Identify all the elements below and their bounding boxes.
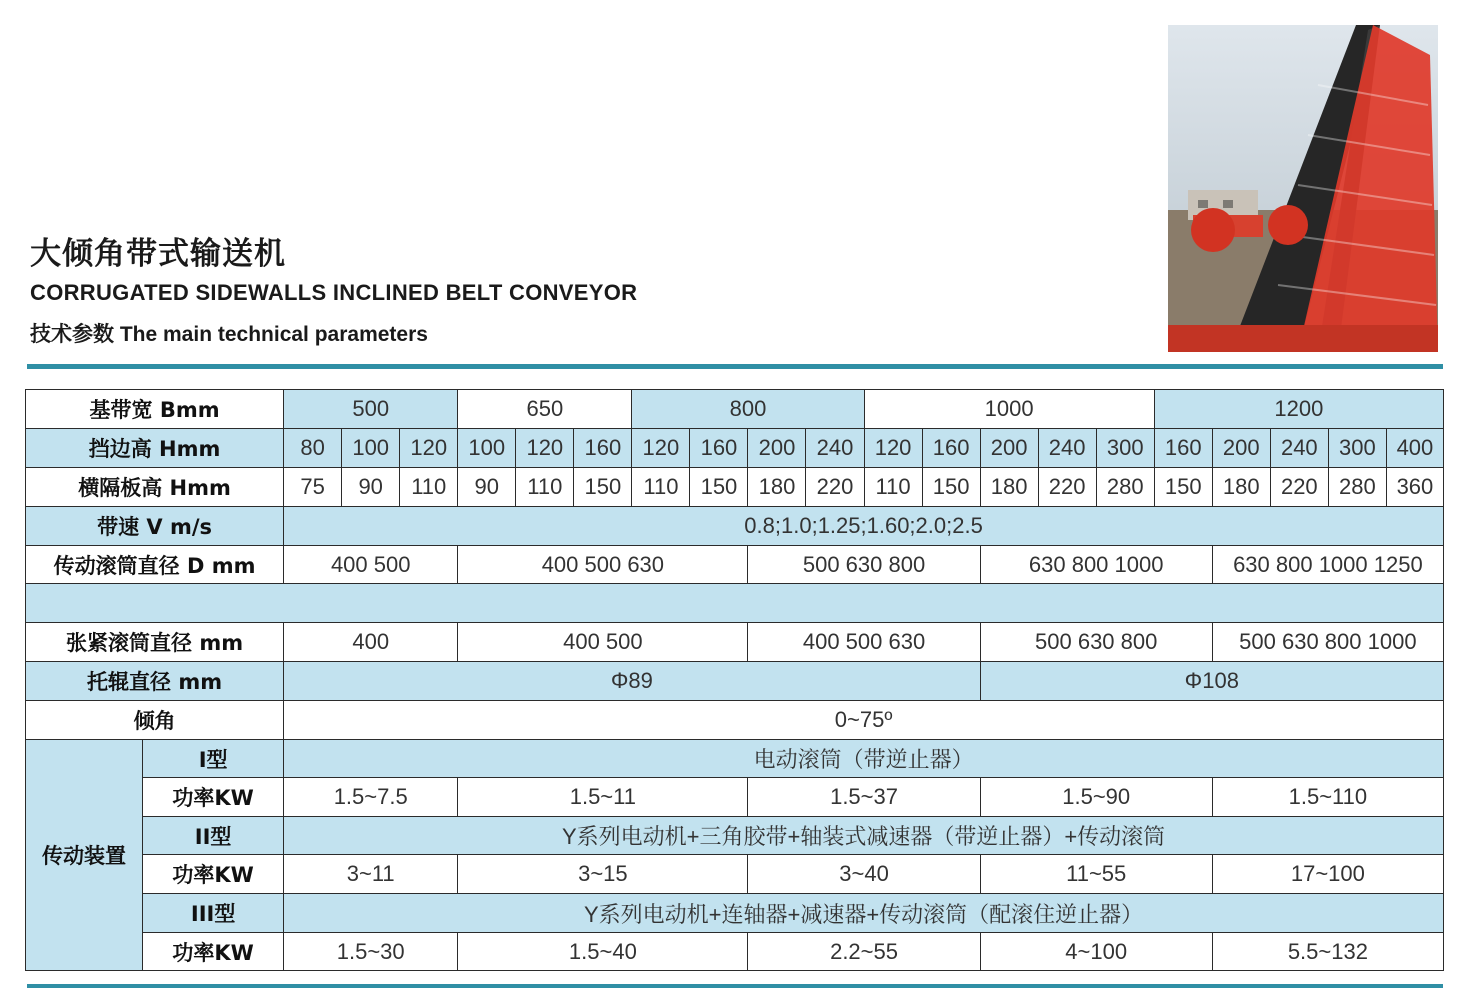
cleat-cell: 280 <box>1328 468 1386 507</box>
sidewall-cell: 200 <box>748 429 806 468</box>
sidewall-cell: 80 <box>284 429 342 468</box>
belt-width-cell: 800 <box>632 390 864 429</box>
power-cell: 3~15 <box>458 855 748 894</box>
label-drive-unit: 传动装置 <box>26 740 143 971</box>
sidewall-cell: 100 <box>342 429 400 468</box>
takeup-pulley-cell: 400 <box>284 623 458 662</box>
row-drive-type-3 <box>26 894 1444 933</box>
power-cell: 5.5~132 <box>1212 933 1443 971</box>
row-angle <box>26 701 1444 740</box>
sidewall-cell: 120 <box>400 429 458 468</box>
takeup-pulley-cell: 400 500 630 <box>748 623 980 662</box>
sidewall-cell: 160 <box>574 429 632 468</box>
sidewall-cell: 240 <box>1270 429 1328 468</box>
empty-band <box>26 584 1444 623</box>
label-type-2: II型 <box>143 817 284 855</box>
label-power-3: 功率KW <box>143 933 284 971</box>
type-2-value: Y系列电动机+三角胶带+轴装式减速器（带逆止器）+传动滚筒 <box>284 817 1444 855</box>
belt-width-cell: 500 <box>284 390 458 429</box>
takeup-pulley-cell: 400 500 <box>458 623 748 662</box>
power-cell: 2.2~55 <box>748 933 980 971</box>
label-type-1: I型 <box>143 740 284 778</box>
cleat-cell: 90 <box>458 468 516 507</box>
row-belt-speed <box>26 507 1444 546</box>
title-english: CORRUGATED SIDEWALLS INCLINED BELT CONVEYOR <box>30 280 638 305</box>
conveyor-photo <box>1168 25 1438 352</box>
sidewall-cell: 120 <box>632 429 690 468</box>
power-cell: 3~40 <box>748 855 980 894</box>
takeup-pulley-cell: 500 630 800 <box>980 623 1212 662</box>
sidewall-cell: 240 <box>1038 429 1096 468</box>
sidewall-cell: 200 <box>1212 429 1270 468</box>
row-drive-pulley <box>26 546 1444 584</box>
drive-pulley-cell: 630 800 1000 1250 <box>1212 546 1443 584</box>
cleat-cell: 220 <box>806 468 864 507</box>
power-cell: 17~100 <box>1212 855 1443 894</box>
belt-speed-value: 0.8;1.0;1.25;1.60;2.0;2.5 <box>284 507 1444 546</box>
sidewall-cell: 400 <box>1386 429 1443 468</box>
subtitle: 技术参数 The main technical parameters <box>30 323 428 346</box>
cleat-cell: 90 <box>342 468 400 507</box>
sidewall-cell: 200 <box>980 429 1038 468</box>
cleat-cell: 110 <box>400 468 458 507</box>
cleat-cell: 150 <box>922 468 980 507</box>
power-cell: 1.5~11 <box>458 778 748 817</box>
angle-value: 0~75º <box>284 701 1444 740</box>
label-cleat-height: 横隔板高 Hmm <box>26 468 284 507</box>
sidewall-cell: 160 <box>690 429 748 468</box>
power-cell: 1.5~40 <box>458 933 748 971</box>
sidewall-cell: 300 <box>1328 429 1386 468</box>
sidewall-cell: 240 <box>806 429 864 468</box>
bottom-divider <box>27 984 1443 988</box>
row-empty <box>26 584 1444 623</box>
idler-cell: Φ89 <box>284 662 980 701</box>
technical-parameters-table <box>25 389 1444 971</box>
label-drive-pulley: 传动滚筒直径 D mm <box>26 546 284 584</box>
drive-pulley-cell: 500 630 800 <box>748 546 980 584</box>
drive-pulley-cell: 400 500 630 <box>458 546 748 584</box>
type-1-value: 电动滚筒（带逆止器） <box>284 740 1444 778</box>
cleat-cell: 220 <box>1270 468 1328 507</box>
row-power-3 <box>26 933 1444 971</box>
label-sidewall-height: 挡边高 Hmm <box>26 429 284 468</box>
power-cell: 1.5~90 <box>980 778 1212 817</box>
power-cell: 4~100 <box>980 933 1212 971</box>
label-takeup-pulley: 张紧滚筒直径 mm <box>26 623 284 662</box>
power-cell: 1.5~37 <box>748 778 980 817</box>
cleat-cell: 150 <box>574 468 632 507</box>
label-power-1: 功率KW <box>143 778 284 817</box>
power-cell: 1.5~7.5 <box>284 778 458 817</box>
cleat-cell: 360 <box>1386 468 1443 507</box>
top-divider <box>27 364 1443 369</box>
row-cleat-height <box>26 468 1444 507</box>
power-cell: 3~11 <box>284 855 458 894</box>
label-belt-speed: 带速 V m/s <box>26 507 284 546</box>
row-idler <box>26 662 1444 701</box>
cleat-cell: 110 <box>632 468 690 507</box>
cleat-cell: 110 <box>516 468 574 507</box>
label-idler: 托辊直径 mm <box>26 662 284 701</box>
belt-width-cell: 1000 <box>864 390 1154 429</box>
row-power-1 <box>26 778 1444 817</box>
cleat-cell: 180 <box>1212 468 1270 507</box>
power-cell: 1.5~30 <box>284 933 458 971</box>
cleat-cell: 110 <box>864 468 922 507</box>
label-power-2: 功率KW <box>143 855 284 894</box>
cleat-cell: 75 <box>284 468 342 507</box>
row-drive-type-1 <box>26 740 1444 778</box>
sidewall-cell: 100 <box>458 429 516 468</box>
label-angle: 倾角 <box>26 701 284 740</box>
drive-pulley-cell: 630 800 1000 <box>980 546 1212 584</box>
row-drive-type-2 <box>26 817 1444 855</box>
label-belt-width: 基带宽 Bmm <box>26 390 284 429</box>
row-power-2 <box>26 855 1444 894</box>
row-belt-width <box>26 390 1444 429</box>
idler-cell: Φ108 <box>980 662 1443 701</box>
sidewall-cell: 120 <box>864 429 922 468</box>
row-sidewall-height <box>26 429 1444 468</box>
sidewall-cell: 160 <box>922 429 980 468</box>
power-cell: 11~55 <box>980 855 1212 894</box>
cleat-cell: 220 <box>1038 468 1096 507</box>
title-chinese: 大倾角带式输送机 <box>30 236 286 272</box>
cleat-cell: 150 <box>690 468 748 507</box>
row-takeup-pulley <box>26 623 1444 662</box>
cleat-cell: 280 <box>1096 468 1154 507</box>
cleat-cell: 180 <box>980 468 1038 507</box>
sidewall-cell: 300 <box>1096 429 1154 468</box>
sidewall-cell: 120 <box>516 429 574 468</box>
drive-pulley-cell: 400 500 <box>284 546 458 584</box>
belt-width-cell: 1200 <box>1154 390 1443 429</box>
sidewall-cell: 160 <box>1154 429 1212 468</box>
type-3-value: Y系列电动机+连轴器+减速器+传动滚筒（配滚住逆止器） <box>284 894 1444 933</box>
cleat-cell: 150 <box>1154 468 1212 507</box>
cleat-cell: 180 <box>748 468 806 507</box>
label-type-3: III型 <box>143 894 284 933</box>
belt-width-cell: 650 <box>458 390 632 429</box>
power-cell: 1.5~110 <box>1212 778 1443 817</box>
takeup-pulley-cell: 500 630 800 1000 <box>1212 623 1443 662</box>
